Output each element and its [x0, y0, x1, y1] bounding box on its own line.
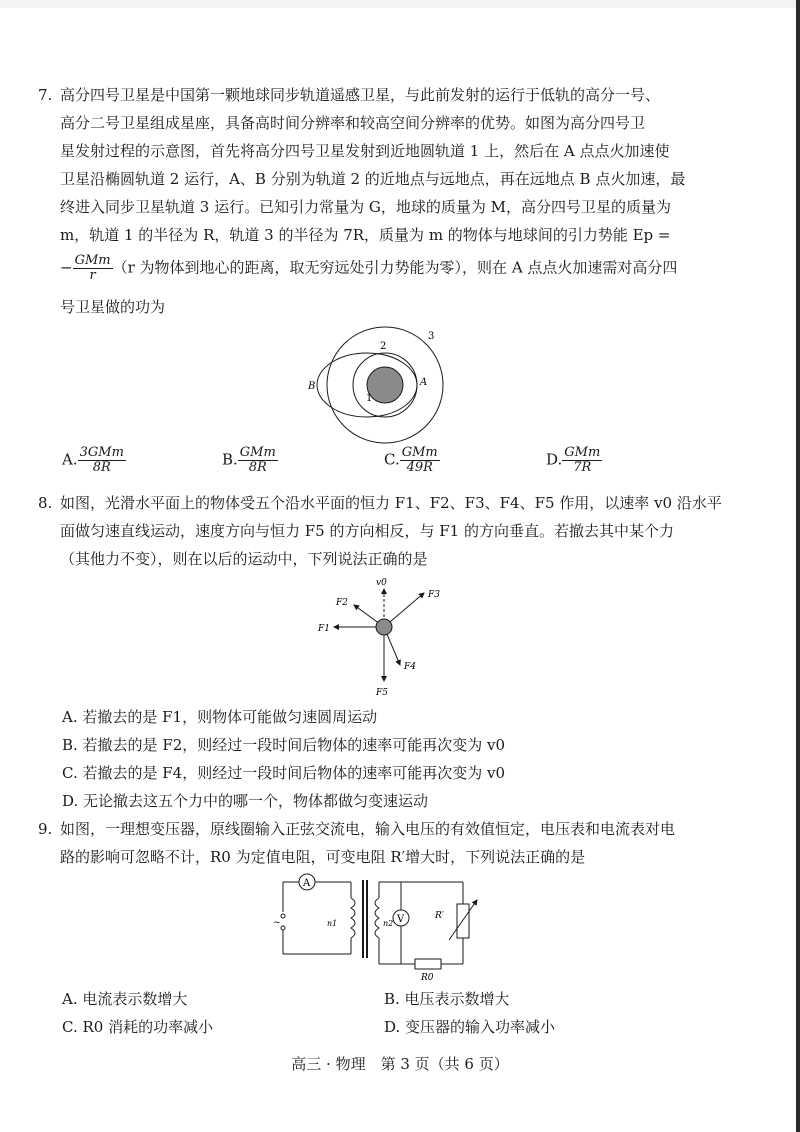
label-orbit-1: 1 [366, 393, 373, 404]
force-diagram [310, 575, 460, 700]
label-b: B [308, 381, 316, 392]
label-f4: F4 [404, 662, 416, 672]
option-b: B. 电压表示数增大 [384, 990, 510, 1008]
label-orbit-2: 2 [380, 341, 387, 352]
label-n2: n2 [383, 919, 394, 928]
variable-resistor [457, 904, 469, 938]
voltmeter-label: V [397, 914, 405, 925]
label-v0: v0 [376, 578, 387, 588]
primary-coil [351, 898, 355, 938]
label-n1: n1 [327, 919, 338, 928]
option-a: A. $\frac{\text{3GMm}}{8R}$ [62, 445, 124, 475]
option-d: D. 无论撤去这五个力中的哪一个，物体都做匀变速运动 [62, 792, 429, 810]
scan-edge-top [0, 0, 800, 8]
question-number: 7. [38, 86, 53, 104]
label-f5: F5 [376, 688, 388, 698]
question-number: 9. [38, 820, 53, 838]
scan-edge-right [796, 0, 800, 1132]
potential-fraction: $\frac{\text{GMm}}{r}$ [74, 253, 111, 283]
label-orbit-3: 3 [428, 331, 435, 342]
option-b: B. $\frac{\text{GMm}}{8R}$ [222, 445, 276, 475]
question-text-line: 卫星沿椭圆轨道 2 运行，A、B 分别为轨道 2 的近地点与远地点，再在远地点 B 点火加速，最 [60, 170, 686, 188]
question-text-line-with-fraction: − $\frac{\text{GMm}}{r}$ （r 为物体到地心的距离，取无穷远处引力势能为零），则在 A 点点火加速需对高分四 [60, 253, 678, 283]
label-f2: F2 [336, 598, 348, 608]
option-c: C. $\frac{\text{GMm}}{49R}$ [384, 445, 438, 475]
question-text-line: 星发射过程的示意图，首先将高分四号卫星发射到近地圆轨道 1 上，然后在 A 点点火加速使 [60, 142, 670, 160]
question-text-line: 高分二号卫星组成星座，具备高时间分辨率和较高空间分辨率的优势。如图为高分四号卫 [60, 114, 646, 132]
orbit-diagram [300, 325, 460, 445]
secondary-coil [375, 898, 379, 938]
option-c: C. 若撤去的是 F4，则经过一段时间后物体的速率可能再次变为 v0 [62, 764, 505, 782]
label-f3: F3 [428, 590, 440, 600]
terminal [281, 926, 285, 930]
label-r-variable: R′ [435, 911, 444, 921]
page-footer: 高三 · 物理 第 3 页（共 6 页） [291, 1055, 509, 1073]
question-text-line: 高分四号卫星是中国第一颗地球同步轨道遥感卫星，与此前发射的运行于低轨的高分一号、 [60, 86, 661, 104]
label-f1: F1 [318, 624, 330, 634]
question-text-line: 如图，光滑水平面上的物体受五个沿水平面的恒力 F1、F2、F3、F4、F5 作用，以速率 v0 沿水平 [60, 494, 722, 512]
transformer-circuit [265, 868, 485, 983]
question-text-line: 如图，一理想变压器，原线圈输入正弦交流电，输入电压的有效值恒定，电压表和电流表对电 [60, 820, 676, 838]
ac-source-label: ~ [273, 918, 281, 928]
question-number: 8. [38, 494, 53, 512]
resistor-r0 [415, 959, 441, 969]
option-b: B. 若撤去的是 F2，则经过一段时间后物体的速率可能再次变为 v0 [62, 736, 506, 754]
question-text-line: m，轨道 1 的半径为 R，轨道 3 的半径为 7R，质量为 m 的物体与地球间的引力势能 Ep = [60, 226, 671, 244]
question-text-line: （其他力不变），则在以后的运动中，下列说法正确的是 [60, 550, 428, 568]
label-a: A [420, 377, 428, 388]
question-text-line: 终进入同步卫星轨道 3 运行。已知引力常量为 G，地球的质量为 M，高分四号卫星的质量为 [60, 198, 671, 216]
ammeter-label: A [303, 878, 311, 889]
earth [367, 367, 403, 403]
question-text-line: 路的影响可忽略不计，R0 为定值电阻，可变电阻 R′增大时，下列说法正确的是 [60, 848, 586, 866]
terminal [281, 914, 285, 918]
label-r0: R0 [421, 973, 434, 983]
option-c: C. R0 消耗的功率减小 [62, 1018, 214, 1036]
object [376, 619, 392, 635]
question-text-line: 号卫星做的功为 [60, 298, 166, 316]
option-d: D. $\frac{\text{GMm}}{7R}$ [546, 445, 601, 475]
option-d: D. 变压器的输入功率减小 [384, 1018, 556, 1036]
question-text-line: 面做匀速直线运动，速度方向与恒力 F5 的方向相反，与 F1 的方向垂直。若撤去其中某个力 [60, 522, 674, 540]
option-a: A. 电流表示数增大 [62, 990, 188, 1008]
option-a: A. 若撤去的是 F1，则物体可能做匀速圆周运动 [62, 708, 378, 726]
